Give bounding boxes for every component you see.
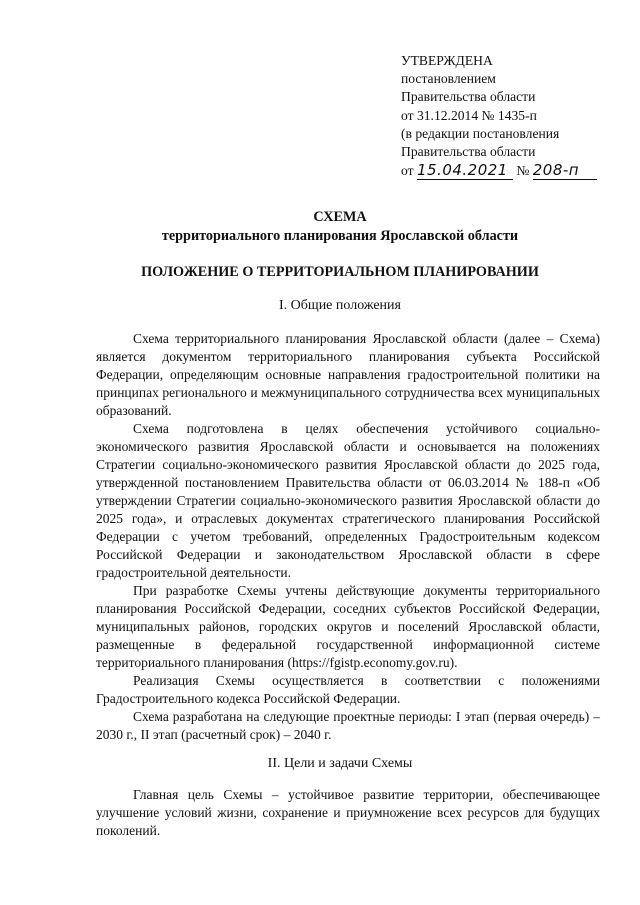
paragraph: Реализация Схемы осуществляется в соответствии с положениями Градостроительного кодекса Российской Федерации. <box>96 673 600 706</box>
approval-stamp <box>401 52 597 180</box>
approval-line-5: (в редакции постановления <box>401 125 560 141</box>
paragraph: Схема территориального планирования Ярославской области (далее – Схема) является документом территориального планирования субъекта Российской Федерации, определяющим основные направления градостроительной политики на принципах регионального и межмуниципального сотрудничества всех муниципальных образований. <box>96 331 600 418</box>
paragraph: Схема подготовлена в целях обеспечения устойчивого социально-экономического развития Ярославской области и основывается на положениях Стратегии социально-экономического развития Ярославской области до 2025 года, утвержденной постановлением Правительства области от 06.03.2014 № 188-п «Об утверждении Стратегии социально-экономического развития Ярославской области до 2025 года», и отраслевых документах стратегического планирования Российской Федерации с учетом требований, определенных Градостроительным кодексом Российской Федерации и законодательством Ярославской области в сфере градостроительной деятельности. <box>96 421 600 580</box>
section-title: ПОЛОЖЕНИЕ О ТЕРРИТОРИАЛЬНОМ ПЛАНИРОВАНИИ <box>141 264 539 280</box>
document-title: СХЕМА <box>313 209 367 225</box>
paragraph: При разработке Схемы учтены действующие документы территориального планирования Российской Федерации, соседних субъектов Российской Федерации, муниципальных районов, городских округов и поселений Ярославской области, размещенные в федеральной государственной информационной системе территориального планирования (https://fgistp.economy.gov.ru). <box>96 583 600 670</box>
section-2-heading: II. Цели и задачи Схемы <box>267 756 413 771</box>
handwritten-date: 15.04.2021 <box>417 161 513 180</box>
section-1-heading: I. Общие положения <box>279 298 401 313</box>
document-subtitle: территориального планирования Ярославской области <box>161 228 519 244</box>
section-2-body <box>96 786 600 840</box>
approval-line-1: УТВЕРЖДЕНА <box>401 53 493 68</box>
approval-line-4: от 31.12.2014 № 1435-п <box>401 107 537 123</box>
approval-date-prefix: от <box>401 163 414 179</box>
handwritten-number: 208-п <box>533 161 597 180</box>
paragraph: Главная цель Схемы – устойчивое развитие территории, обеспечивающее улучшение условий жизни, сохранение и приумножение всех ресурсов для будущих поколений. <box>96 787 600 838</box>
approval-line-7 <box>401 161 597 180</box>
approval-number-sign: № <box>516 163 530 179</box>
section-1-body <box>96 330 600 744</box>
approval-line-3: Правительства области <box>401 89 536 105</box>
document-title-block <box>80 208 600 246</box>
approval-line-2: постановлением <box>401 71 496 87</box>
approval-line-6: Правительства области <box>401 144 536 160</box>
paragraph: Схема разработана на следующие проектные периоды: I этап (первая очередь) – 2030 г., II этап (расчетный срок) – 2040 г. <box>96 709 600 742</box>
